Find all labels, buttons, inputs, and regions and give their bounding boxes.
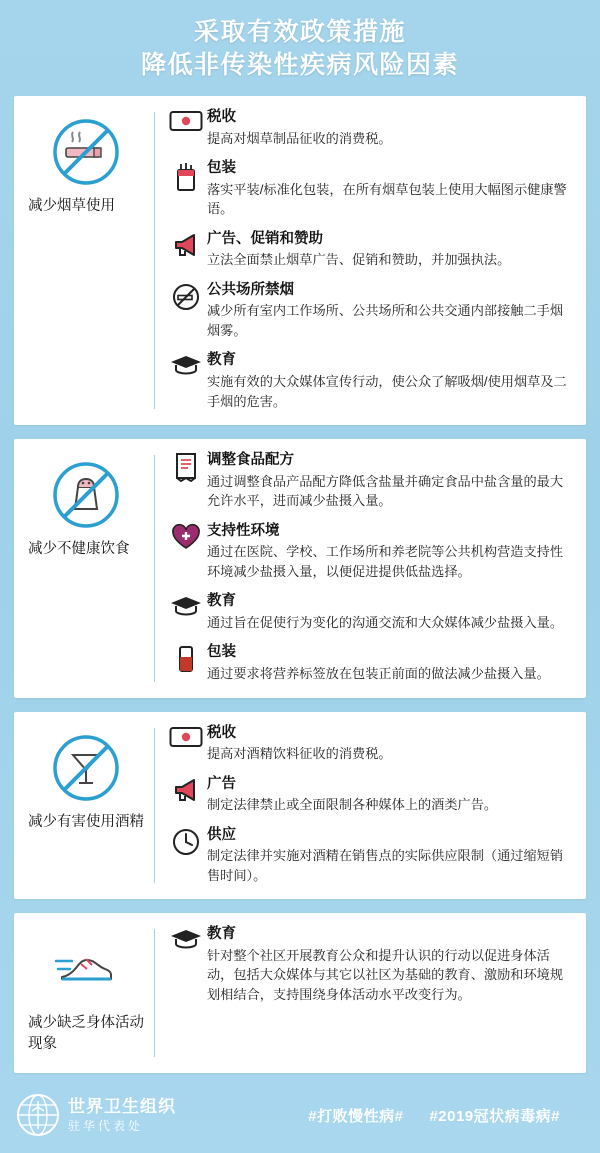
measure-title: 供应 [207,826,236,843]
measure-item [165,826,572,886]
measure-desc: 实施有效的大众媒体宣传行动，使公众了解吸烟/使用烟草及二手烟的危害。 [207,374,567,409]
section-measures-activity [165,923,586,1063]
section-category-alcohol [14,722,154,890]
measure-item [165,925,572,1004]
footer [14,1087,586,1153]
measure-item [165,724,572,764]
category-label: 减少缺乏身体活动现象 [28,1015,144,1053]
section-divider [154,455,155,681]
measure-title: 教育 [207,593,236,610]
measure-title: 教育 [207,352,236,369]
category-label: 减少有害使用酒精 [28,813,144,830]
banknote-icon [165,108,207,143]
measure-desc: 立法全面禁止烟草广告、促销和赞助，并加强执法。 [207,252,511,268]
section-card-activity [14,913,586,1073]
cigarette-pack-icon [165,159,207,194]
document-icon [165,451,207,486]
measure-title: 税收 [207,724,236,741]
section-category-diet [14,449,154,687]
hashtag-list [308,1105,584,1126]
graduation-cap-icon [165,925,207,960]
measure-title: 广告 [207,775,236,792]
measure-item [165,351,572,411]
hashtag-covid19[interactable]: #2019冠状病毒病# [429,1107,560,1125]
measure-item [165,643,572,683]
hashtag-chronic-disease[interactable]: #打败慢性病# [308,1107,404,1125]
who-org-name: 世界卫生组织 [68,1097,176,1117]
no-alcohol-icon [48,730,124,806]
section-divider [154,112,155,409]
megaphone-icon [165,775,207,810]
measure-title: 调整食品配方 [207,452,294,469]
no-smoking-small-icon [165,281,207,316]
package-label-icon [165,643,207,678]
running-shoe-icon [48,931,124,1007]
section-card-diet [14,439,586,697]
measure-title: 支持性环境 [207,522,280,539]
section-measures-tobacco [165,106,586,415]
megaphone-icon [165,230,207,265]
measure-item [165,592,572,632]
measure-title: 包装 [207,160,236,177]
who-branding [16,1093,176,1137]
section-card-tobacco [14,96,586,425]
section-category-activity [14,923,154,1063]
measure-item [165,281,572,341]
graduation-cap-icon [165,592,207,627]
title-line-1: 采取有效政策措施 [193,18,406,46]
measure-item [165,230,572,270]
section-card-alcohol [14,712,586,900]
measure-title: 广告、促销和赞助 [207,230,323,247]
category-label: 减少不健康饮食 [28,541,130,558]
clock-icon [165,826,207,861]
measure-title: 税收 [207,109,236,125]
measure-desc: 通过调整食品产品配方降低含盐量并确定食品中盐含量的最大允许水平，进而减少盐摄入量。 [207,473,564,509]
measure-item [165,451,572,511]
measure-desc: 制定法律并实施对酒精在销售点的实际供应限制（通过缩短销售时间）。 [207,848,564,883]
section-divider [154,728,155,884]
section-divider [154,929,155,1057]
measure-desc: 针对整个社区开展教育公众和提升认识的行动以促进身体活动，包括大众媒体与其它以社区为基础的教育、激励和环境规划相结合，支持围绕身体活动水平改变行为。 [207,947,564,1002]
banknote-icon [165,724,207,759]
measure-item [165,108,572,148]
graduation-cap-icon [165,351,207,386]
measure-desc: 落实平装/标准化包装，在所有烟草包装上使用大幅图示健康警语。 [207,181,567,217]
category-label: 减少烟草使用 [28,198,115,214]
measure-desc: 通过要求将营养标签放在包装正前面的做法减少盐摄入量。 [207,665,550,681]
title-line-2: 降低非传染性疾病风险因素 [140,51,459,79]
measure-title: 包装 [207,644,236,661]
no-smoking-icon [48,114,124,190]
measure-desc: 提高对酒精饮料征收的消费税。 [207,746,392,762]
measure-desc: 通过在医院、学校、工作场所和养老院等公共机构营造支持性环境减少盐摄入量，以便促进提供低盐选择。 [207,544,564,579]
measure-item [165,775,572,815]
no-salt-shaker-icon [48,457,124,533]
section-measures-alcohol [165,722,586,890]
measure-desc: 制定法律禁止或全面限制各种媒体上的酒类广告。 [207,797,498,813]
measure-desc: 通过旨在促使行为变化的沟通交流和大众媒体减少盐摄入量。 [207,614,564,630]
who-org-sub: 驻华代表处 [68,1119,144,1134]
measure-item [165,522,572,582]
measure-title: 教育 [207,926,236,943]
section-measures-diet [165,449,586,687]
section-category-tobacco [14,106,154,415]
measure-title: 公共场所禁烟 [207,281,294,298]
heart-shield-icon [165,522,207,557]
page-title [14,0,586,96]
who-logo-icon [16,1093,60,1137]
measure-item [165,159,572,219]
measure-desc: 提高对烟草制品征收的消费税。 [207,130,392,146]
measure-desc: 减少所有室内工作场所、公共场所和公共交通内部接触二手烟烟雾。 [207,303,564,338]
